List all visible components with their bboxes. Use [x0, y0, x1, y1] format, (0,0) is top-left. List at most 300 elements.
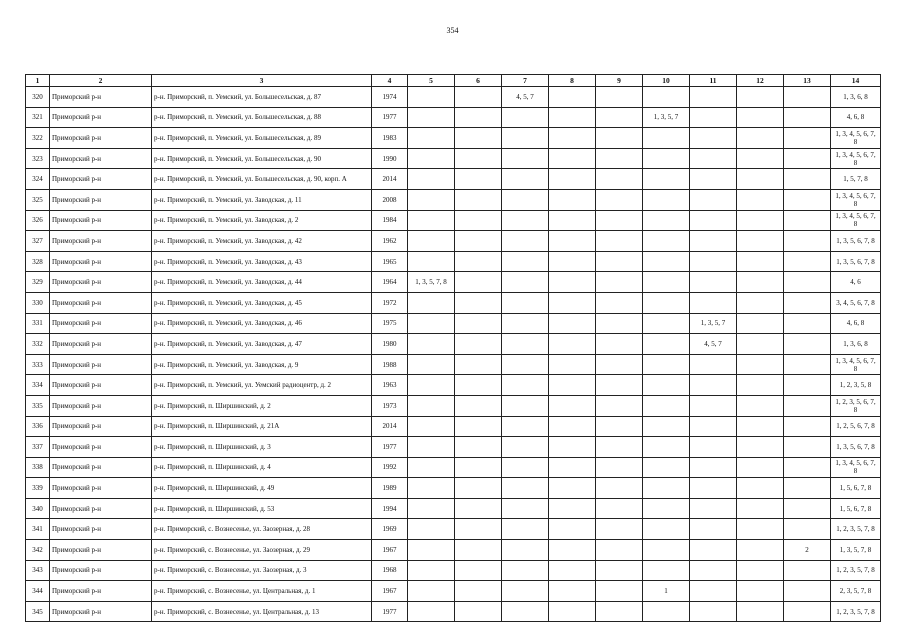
col14-cell: 4, 6, 8 — [831, 313, 881, 334]
year-cell: 1968 — [372, 560, 408, 581]
col8-cell — [549, 128, 596, 149]
col10-cell — [643, 416, 690, 437]
col7-cell — [502, 292, 549, 313]
col12-cell — [737, 375, 784, 396]
col8-cell — [549, 437, 596, 458]
row-number: 343 — [26, 560, 50, 581]
col12-cell — [737, 437, 784, 458]
col7-cell — [502, 540, 549, 561]
col7-cell — [502, 416, 549, 437]
col12-cell — [737, 540, 784, 561]
col11-cell — [690, 375, 737, 396]
col11-cell — [690, 148, 737, 169]
col10-cell: 1 — [643, 581, 690, 602]
district-cell: Приморский р-н — [50, 292, 152, 313]
col14-cell: 1, 3, 5, 6, 7, 8 — [831, 437, 881, 458]
col13-cell — [784, 272, 831, 293]
col8-cell — [549, 231, 596, 252]
district-cell: Приморский р-н — [50, 601, 152, 622]
col11-cell — [690, 540, 737, 561]
district-cell: Приморский р-н — [50, 540, 152, 561]
col13-cell — [784, 107, 831, 128]
address-cell: р-н. Приморский, с. Вознесенье, ул. Заозерная, д. 3 — [152, 560, 372, 581]
row-number: 339 — [26, 478, 50, 499]
col10-cell — [643, 169, 690, 190]
column-header-8: 8 — [549, 75, 596, 87]
col12-cell — [737, 498, 784, 519]
col14-cell: 1, 5, 6, 7, 8 — [831, 498, 881, 519]
table-row — [26, 334, 881, 355]
col6-cell — [455, 313, 502, 334]
col14-cell: 1, 3, 4, 5, 6, 7, 8 — [831, 128, 881, 149]
col14-cell: 1, 3, 5, 6, 7, 8 — [831, 251, 881, 272]
col9-cell — [596, 313, 643, 334]
col6-cell — [455, 292, 502, 313]
col12-cell — [737, 519, 784, 540]
col14-cell: 1, 3, 5, 6, 7, 8 — [831, 231, 881, 252]
col8-cell — [549, 498, 596, 519]
row-number: 332 — [26, 334, 50, 355]
row-number: 335 — [26, 395, 50, 416]
table-row — [26, 601, 881, 622]
district-cell: Приморский р-н — [50, 519, 152, 540]
col10-cell — [643, 210, 690, 231]
year-cell: 1964 — [372, 272, 408, 293]
col9-cell — [596, 375, 643, 396]
col7-cell — [502, 354, 549, 375]
district-cell: Приморский р-н — [50, 251, 152, 272]
col12-cell — [737, 128, 784, 149]
row-number: 344 — [26, 581, 50, 602]
year-cell: 1977 — [372, 107, 408, 128]
col11-cell — [690, 478, 737, 499]
col12-cell — [737, 272, 784, 293]
col8-cell — [549, 148, 596, 169]
address-cell: р-н. Приморский, п. Уемский, ул. Заводская, д. 2 — [152, 210, 372, 231]
year-cell: 1980 — [372, 334, 408, 355]
col6-cell — [455, 519, 502, 540]
district-cell: Приморский р-н — [50, 560, 152, 581]
col8-cell — [549, 457, 596, 478]
column-header-4: 4 — [372, 75, 408, 87]
year-cell: 1974 — [372, 87, 408, 108]
table-row — [26, 519, 881, 540]
col9-cell — [596, 560, 643, 581]
col5-cell — [408, 334, 455, 355]
year-cell: 1969 — [372, 519, 408, 540]
col12-cell — [737, 457, 784, 478]
address-cell: р-н. Приморский, п. Уемский, ул. Большесельская, д. 90 — [152, 148, 372, 169]
district-cell: Приморский р-н — [50, 498, 152, 519]
district-cell: Приморский р-н — [50, 457, 152, 478]
address-cell: р-н. Приморский, п. Уемский, ул. Большесельская, д. 89 — [152, 128, 372, 149]
table-row — [26, 457, 881, 478]
col10-cell — [643, 437, 690, 458]
table-row — [26, 210, 881, 231]
col13-cell — [784, 292, 831, 313]
col5-cell — [408, 148, 455, 169]
address-cell: р-н. Приморский, с. Вознесенье, ул. Центральная, д. 13 — [152, 601, 372, 622]
col10-cell — [643, 601, 690, 622]
col11-cell — [690, 519, 737, 540]
col5-cell — [408, 251, 455, 272]
col6-cell — [455, 395, 502, 416]
column-header-14: 14 — [831, 75, 881, 87]
row-number: 320 — [26, 87, 50, 108]
col13-cell — [784, 87, 831, 108]
col6-cell — [455, 148, 502, 169]
district-cell: Приморский р-н — [50, 189, 152, 210]
address-cell: р-н. Приморский, п. Ширшинский, д. 21А — [152, 416, 372, 437]
column-header-12: 12 — [737, 75, 784, 87]
col14-cell: 1, 2, 3, 5, 6, 7, 8 — [831, 395, 881, 416]
col10-cell — [643, 148, 690, 169]
row-number: 321 — [26, 107, 50, 128]
row-number: 327 — [26, 231, 50, 252]
col8-cell — [549, 87, 596, 108]
table-row — [26, 292, 881, 313]
column-header-3: 3 — [152, 75, 372, 87]
col10-cell — [643, 272, 690, 293]
row-number: 328 — [26, 251, 50, 272]
column-header-11: 11 — [690, 75, 737, 87]
district-cell: Приморский р-н — [50, 210, 152, 231]
col5-cell: 1, 3, 5, 7, 8 — [408, 272, 455, 293]
col13-cell — [784, 334, 831, 355]
address-cell: р-н. Приморский, п. Уемский, ул. Большесельская, д. 87 — [152, 87, 372, 108]
col5-cell — [408, 210, 455, 231]
col11-cell — [690, 395, 737, 416]
col5-cell — [408, 395, 455, 416]
table-row — [26, 148, 881, 169]
col6-cell — [455, 354, 502, 375]
year-cell: 1989 — [372, 478, 408, 499]
col13-cell — [784, 251, 831, 272]
col6-cell — [455, 128, 502, 149]
col11-cell — [690, 354, 737, 375]
col14-cell: 1, 2, 3, 5, 8 — [831, 375, 881, 396]
table-row — [26, 354, 881, 375]
col8-cell — [549, 313, 596, 334]
col8-cell — [549, 292, 596, 313]
table-row — [26, 395, 881, 416]
year-cell: 1994 — [372, 498, 408, 519]
col5-cell — [408, 231, 455, 252]
col7-cell — [502, 395, 549, 416]
col7-cell — [502, 128, 549, 149]
col11-cell — [690, 107, 737, 128]
col5-cell — [408, 581, 455, 602]
column-header-10: 10 — [643, 75, 690, 87]
col11-cell — [690, 416, 737, 437]
district-cell: Приморский р-н — [50, 375, 152, 396]
table-row — [26, 169, 881, 190]
col14-cell: 4, 6 — [831, 272, 881, 293]
col12-cell — [737, 231, 784, 252]
col8-cell — [549, 375, 596, 396]
col13-cell — [784, 581, 831, 602]
column-header-6: 6 — [455, 75, 502, 87]
col7-cell — [502, 478, 549, 499]
row-number: 333 — [26, 354, 50, 375]
col9-cell — [596, 354, 643, 375]
district-cell: Приморский р-н — [50, 87, 152, 108]
col5-cell — [408, 519, 455, 540]
district-cell: Приморский р-н — [50, 148, 152, 169]
year-cell: 1983 — [372, 128, 408, 149]
col8-cell — [549, 519, 596, 540]
col9-cell — [596, 148, 643, 169]
col5-cell — [408, 478, 455, 499]
address-cell: р-н. Приморский, с. Вознесенье, ул. Заозерная, д. 28 — [152, 519, 372, 540]
col6-cell — [455, 457, 502, 478]
address-cell: р-н. Приморский, п. Уемский, ул. Заводская, д. 45 — [152, 292, 372, 313]
col13-cell — [784, 601, 831, 622]
address-cell: р-н. Приморский, п. Ширшинский, д. 4 — [152, 457, 372, 478]
col14-cell: 3, 4, 5, 6, 7, 8 — [831, 292, 881, 313]
col8-cell — [549, 478, 596, 499]
col11-cell — [690, 169, 737, 190]
col12-cell — [737, 210, 784, 231]
col12-cell — [737, 148, 784, 169]
col11-cell — [690, 189, 737, 210]
district-cell: Приморский р-н — [50, 416, 152, 437]
year-cell: 1975 — [372, 313, 408, 334]
col6-cell — [455, 498, 502, 519]
col11-cell — [690, 560, 737, 581]
year-cell: 1967 — [372, 540, 408, 561]
col13-cell — [784, 148, 831, 169]
column-header-9: 9 — [596, 75, 643, 87]
row-number: 342 — [26, 540, 50, 561]
col13-cell — [784, 313, 831, 334]
year-cell: 1984 — [372, 210, 408, 231]
col6-cell — [455, 581, 502, 602]
row-number: 325 — [26, 189, 50, 210]
col14-cell: 4, 6, 8 — [831, 107, 881, 128]
col11-cell — [690, 87, 737, 108]
col8-cell — [549, 354, 596, 375]
col9-cell — [596, 87, 643, 108]
col10-cell — [643, 478, 690, 499]
col13-cell — [784, 478, 831, 499]
col5-cell — [408, 601, 455, 622]
district-cell: Приморский р-н — [50, 107, 152, 128]
table-row — [26, 107, 881, 128]
col13-cell: 2 — [784, 540, 831, 561]
col10-cell — [643, 313, 690, 334]
col14-cell: 1, 2, 5, 6, 7, 8 — [831, 416, 881, 437]
col9-cell — [596, 540, 643, 561]
col11-cell — [690, 251, 737, 272]
col8-cell — [549, 107, 596, 128]
col11-cell — [690, 231, 737, 252]
district-cell: Приморский р-н — [50, 128, 152, 149]
row-number: 322 — [26, 128, 50, 149]
col14-cell: 1, 3, 4, 5, 6, 7, 8 — [831, 354, 881, 375]
table-row — [26, 272, 881, 293]
col9-cell — [596, 334, 643, 355]
col13-cell — [784, 231, 831, 252]
col9-cell — [596, 581, 643, 602]
col12-cell — [737, 292, 784, 313]
col14-cell: 1, 2, 3, 5, 7, 8 — [831, 560, 881, 581]
col7-cell — [502, 375, 549, 396]
col9-cell — [596, 437, 643, 458]
col8-cell — [549, 581, 596, 602]
col6-cell — [455, 334, 502, 355]
col13-cell — [784, 169, 831, 190]
column-header-7: 7 — [502, 75, 549, 87]
address-cell: р-н. Приморский, п. Уемский, ул. Заводская, д. 43 — [152, 251, 372, 272]
col11-cell: 1, 3, 5, 7 — [690, 313, 737, 334]
col10-cell — [643, 354, 690, 375]
year-cell: 1967 — [372, 581, 408, 602]
address-cell: р-н. Приморский, п. Ширшинский, д. 2 — [152, 395, 372, 416]
row-number: 345 — [26, 601, 50, 622]
district-cell: Приморский р-н — [50, 581, 152, 602]
table-row — [26, 313, 881, 334]
col11-cell — [690, 601, 737, 622]
district-cell: Приморский р-н — [50, 354, 152, 375]
address-cell: р-н. Приморский, п. Ширшинский, д. 49 — [152, 478, 372, 499]
column-header-2: 2 — [50, 75, 152, 87]
address-cell: р-н. Приморский, п. Уемский, ул. Заводская, д. 42 — [152, 231, 372, 252]
col7-cell — [502, 334, 549, 355]
col8-cell — [549, 560, 596, 581]
col14-cell: 1, 5, 7, 8 — [831, 169, 881, 190]
col10-cell: 1, 3, 5, 7 — [643, 107, 690, 128]
table-row — [26, 128, 881, 149]
table-row — [26, 478, 881, 499]
col13-cell — [784, 498, 831, 519]
col12-cell — [737, 189, 784, 210]
year-cell: 2008 — [372, 189, 408, 210]
table-row — [26, 231, 881, 252]
col10-cell — [643, 87, 690, 108]
col5-cell — [408, 292, 455, 313]
col6-cell — [455, 231, 502, 252]
address-cell: р-н. Приморский, п. Уемский, ул. Заводская, д. 9 — [152, 354, 372, 375]
col6-cell — [455, 540, 502, 561]
col12-cell — [737, 478, 784, 499]
row-number: 338 — [26, 457, 50, 478]
col14-cell: 1, 3, 4, 5, 6, 7, 8 — [831, 148, 881, 169]
col5-cell — [408, 189, 455, 210]
col14-cell: 1, 3, 4, 5, 6, 7, 8 — [831, 210, 881, 231]
col7-cell — [502, 169, 549, 190]
col8-cell — [549, 395, 596, 416]
col9-cell — [596, 169, 643, 190]
col8-cell — [549, 169, 596, 190]
col11-cell — [690, 128, 737, 149]
col9-cell — [596, 457, 643, 478]
col14-cell: 1, 5, 6, 7, 8 — [831, 478, 881, 499]
table-row — [26, 251, 881, 272]
col10-cell — [643, 540, 690, 561]
col6-cell — [455, 169, 502, 190]
col10-cell — [643, 292, 690, 313]
col11-cell — [690, 581, 737, 602]
col10-cell — [643, 519, 690, 540]
district-cell: Приморский р-н — [50, 313, 152, 334]
col7-cell — [502, 148, 549, 169]
col6-cell — [455, 601, 502, 622]
row-number: 337 — [26, 437, 50, 458]
col5-cell — [408, 457, 455, 478]
table-row — [26, 189, 881, 210]
col14-cell: 1, 2, 3, 5, 7, 8 — [831, 601, 881, 622]
row-number: 323 — [26, 148, 50, 169]
col9-cell — [596, 231, 643, 252]
table-row — [26, 437, 881, 458]
col6-cell — [455, 210, 502, 231]
col9-cell — [596, 519, 643, 540]
col9-cell — [596, 128, 643, 149]
table-row — [26, 581, 881, 602]
col9-cell — [596, 251, 643, 272]
table-row — [26, 560, 881, 581]
table-body — [26, 87, 881, 622]
col13-cell — [784, 395, 831, 416]
col5-cell — [408, 354, 455, 375]
col14-cell: 1, 3, 6, 8 — [831, 334, 881, 355]
col13-cell — [784, 457, 831, 478]
col12-cell — [737, 251, 784, 272]
district-cell: Приморский р-н — [50, 231, 152, 252]
address-cell: р-н. Приморский, п. Уемский, ул. Заводская, д. 44 — [152, 272, 372, 293]
col12-cell — [737, 581, 784, 602]
register-table — [25, 74, 881, 622]
address-cell: р-н. Приморский, с. Вознесенье, ул. Заозерная, д. 29 — [152, 540, 372, 561]
column-header-1: 1 — [26, 75, 50, 87]
col11-cell — [690, 437, 737, 458]
col9-cell — [596, 107, 643, 128]
row-number: 324 — [26, 169, 50, 190]
col13-cell — [784, 519, 831, 540]
table-row — [26, 87, 881, 108]
col6-cell — [455, 107, 502, 128]
col10-cell — [643, 498, 690, 519]
col7-cell — [502, 498, 549, 519]
row-number: 326 — [26, 210, 50, 231]
col9-cell — [596, 272, 643, 293]
col14-cell: 1, 2, 3, 5, 7, 8 — [831, 519, 881, 540]
col5-cell — [408, 375, 455, 396]
col9-cell — [596, 601, 643, 622]
address-cell: р-н. Приморский, п. Уемский, ул. Уемский радиоцентр, д. 2 — [152, 375, 372, 396]
col7-cell — [502, 560, 549, 581]
address-cell: р-н. Приморский, п. Ширшинский, д. 53 — [152, 498, 372, 519]
address-cell: р-н. Приморский, п. Ширшинский, д. 3 — [152, 437, 372, 458]
col7-cell — [502, 581, 549, 602]
col8-cell — [549, 416, 596, 437]
year-cell: 2014 — [372, 416, 408, 437]
header-row — [26, 75, 881, 87]
year-cell: 1977 — [372, 601, 408, 622]
row-number: 340 — [26, 498, 50, 519]
table-row — [26, 375, 881, 396]
col6-cell — [455, 416, 502, 437]
col12-cell — [737, 395, 784, 416]
col9-cell — [596, 292, 643, 313]
district-cell: Приморский р-н — [50, 272, 152, 293]
col9-cell — [596, 395, 643, 416]
district-cell: Приморский р-н — [50, 437, 152, 458]
col10-cell — [643, 560, 690, 581]
col9-cell — [596, 210, 643, 231]
col10-cell — [643, 375, 690, 396]
